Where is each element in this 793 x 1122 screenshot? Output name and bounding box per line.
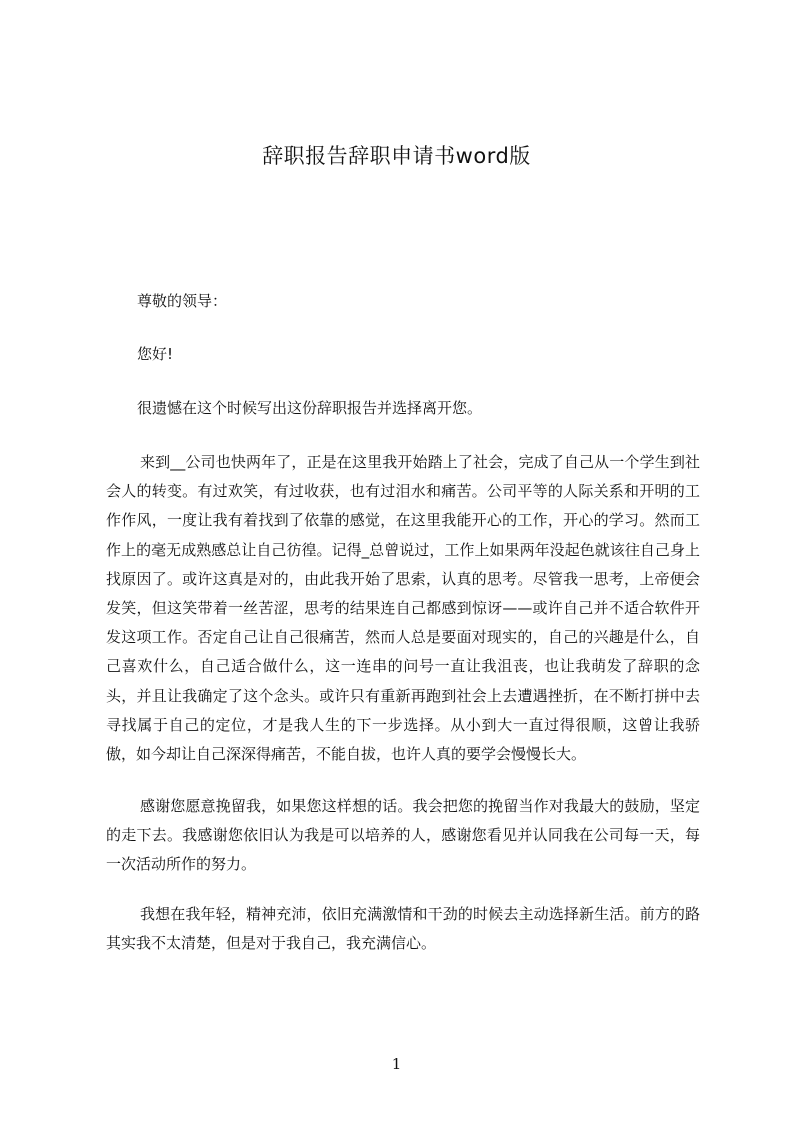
body-paragraph-1: 来到__公司也快两年了，正是在这里我开始踏上了社会，完成了自己从一个学生到社会人的转变。有过欢笑，有过收获，也有过泪水和痛苦。公司平等的人际关系和开明的工作作风，一度让我有着找到了依靠的感觉，在这里我能开心的工作，开心的学习。然而工作上的毫无成熟感总让自己彷徨。记得_总曾说过，工作上如果两年没起色就该往自己身上找原因了。或许这真是对的，由此我开始了思索，认真的思考。尽管我一思考，上帝便会发笑，但这笑带着一丝苦涩，思考的结果连自己都感到惊讶——或许自己并不适合软件开发这项工作。否定自己让自己很痛苦，然而人总是要面对现实的，自己的兴趣是什么，自己喜欢什么，自己适合做什么，这一连串的问号一直让我沮丧，也让我萌发了辞职的念头，并且让我确定了这个念头。或许只有重新再跑到社会上去遭遇挫折，在不断打拼中去寻找属于自己的定位，才是我人生的下一步选择。从小到大一直过得很顺，这曾让我骄傲，如今却让自己深深得痛苦，不能自拔，也许人真的要学会慢慢长大。 [106, 453, 700, 764]
page-number: 1 [391, 1055, 402, 1073]
salutation: 尊敬的领导： [137, 292, 228, 310]
document-title: 辞职报告辞职申请书word版 [262, 144, 531, 168]
body-paragraph-2: 感谢您愿意挽留我，如果您这样想的话。我会把您的挽留当作对我最大的鼓励，坚定的走下去。我感谢您依旧认为我是可以培养的人，感谢您看见并认同我在公司每一天，每一次活动所作的努力。 [106, 797, 700, 874]
greeting: 您好! [137, 345, 174, 363]
body-paragraph-3: 我想在我年轻，精神充沛，依旧充满激情和干劲的时候去主动选择新生活。前方的路其实我不太清楚，但是对于我自己，我充满信心。 [106, 905, 700, 953]
opening-line: 很遗憾在这个时候写出这份辞职报告并选择离开您。 [137, 399, 483, 417]
